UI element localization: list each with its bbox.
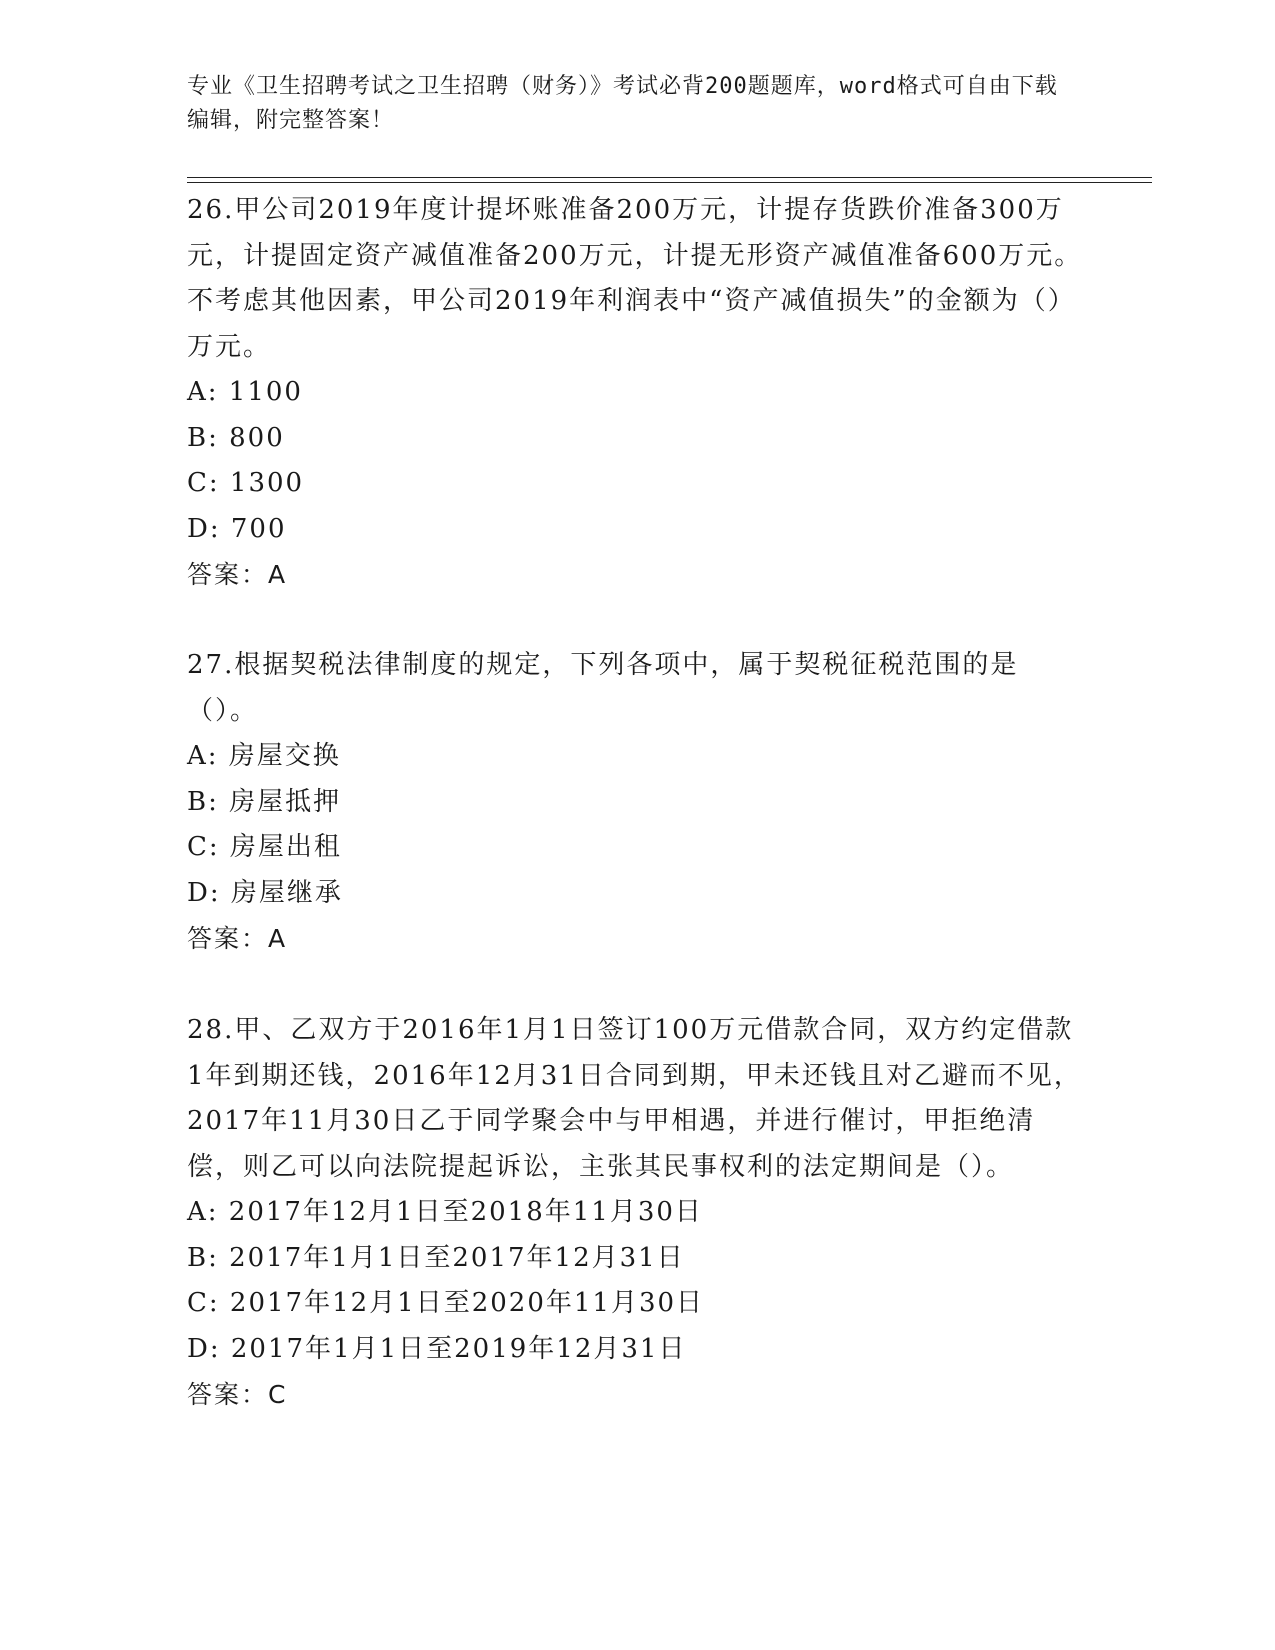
header-divider-bottom: [187, 182, 1152, 183]
option-a: A: 1100: [187, 377, 303, 407]
answer-line: 答案：A: [187, 560, 288, 589]
option-b: B: 2017年1月1日至2017年12月31日: [187, 1242, 685, 1273]
question-block: [187, 1008, 1087, 1418]
question-stem: 26.甲公司2019年度计提坏账准备200万元，计提存货跌价准备300万元，计提固定资产减值准备200万元，计提无形资产减值准备600万元。不考虑其他因素，甲公司2019年利润表中“资产减值损失”的金额为（）万元。: [187, 195, 1083, 362]
question-block: [187, 188, 1087, 598]
document-header: 专业《卫生招聘考试之卫生招聘（财务）》考试必背200题题库，word格式可自由下载编辑，附完整答案！: [187, 74, 1058, 133]
option-d: D: 房屋继承: [187, 877, 343, 908]
question-block: [187, 643, 1087, 962]
option-c: C: 1300: [187, 468, 305, 498]
option-b: B: 800: [187, 422, 285, 453]
option-c: C: 房屋出租: [187, 832, 342, 862]
option-a: A: 2017年12月1日至2018年11月30日: [187, 1197, 703, 1227]
header-divider-top: [187, 177, 1152, 178]
option-b: B: 房屋抵押: [187, 786, 342, 817]
option-a: A: 房屋交换: [187, 741, 341, 771]
option-d: D: 700: [187, 513, 287, 544]
option-c: C: 2017年12月1日至2020年11月30日: [187, 1288, 705, 1318]
question-stem: 28.甲、乙双方于2016年1月1日签订100万元借款合同，双方约定借款1年到期还钱，2016年12月31日合同到期，甲未还钱且对乙避而不见，2017年11月30日乙于同学聚会中与甲相遇，并进行催讨，甲拒绝清偿，则乙可以向法院提起诉讼，主张其民事权利的法定期间是（）。: [187, 1015, 1082, 1182]
option-d: D: 2017年1月1日至2019年12月31日: [187, 1333, 687, 1364]
answer-line: 答案：A: [187, 924, 288, 953]
answer-line: 答案：C: [187, 1380, 288, 1409]
question-stem: 27.根据契税法律制度的规定，下列各项中，属于契税征税范围的是（）。: [187, 650, 1019, 726]
